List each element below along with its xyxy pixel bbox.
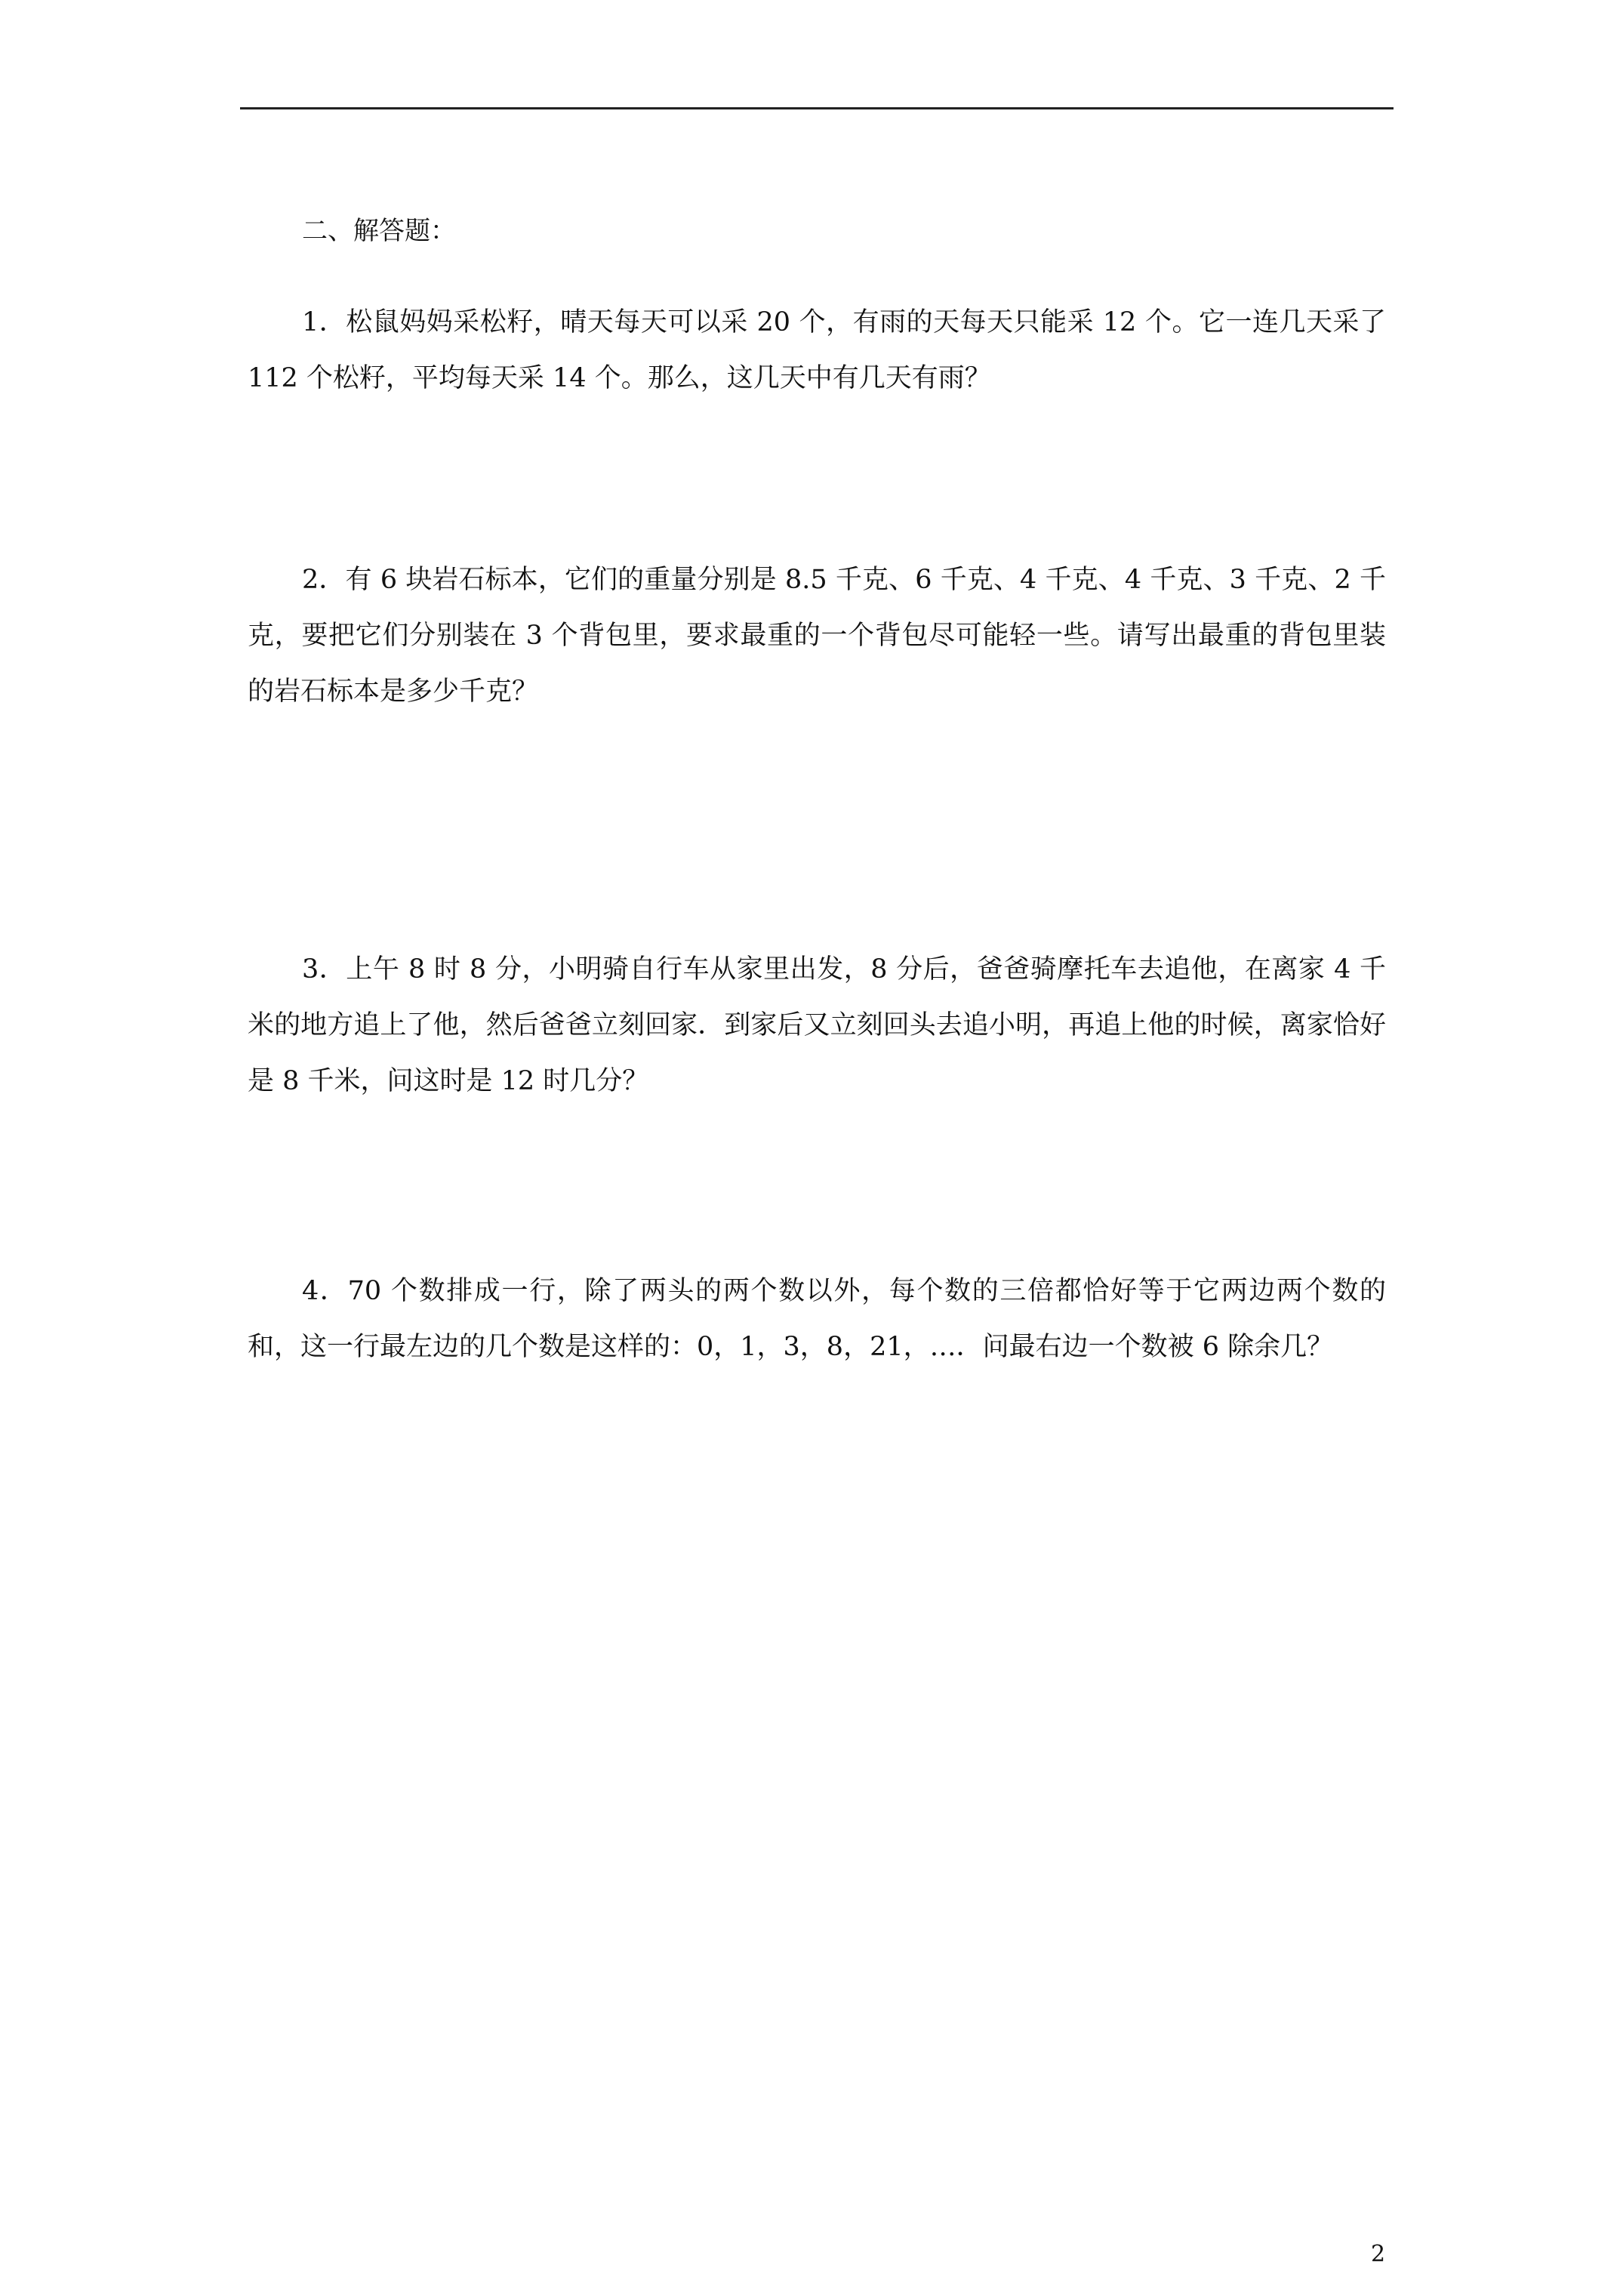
question-4: 4．70 个数排成一行，除了两头的两个数以外，每个数的三倍都恰好等于它两边两个数的和，这一行最左边的几个数是这样的：0，1，3，8，21，…．问最右边一个数被 6 除余几？ — [248, 1276, 1386, 1362]
page-number: 2 — [1371, 2241, 1386, 2267]
question-1: 1．松鼠妈妈采松籽，晴天每天可以采 20 个，有雨的天每天只能采 12 个。它一连几天采了 112 个松籽，平均每天采 14 个。那么，这几天中有几天有雨？ — [248, 307, 1386, 393]
question-2: 2．有 6 块岩石标本，它们的重量分别是 8.5 千克、6 千克、4 千克、4 千克、3 千克、2 千克，要把它们分别装在 3 个背包里，要求最重的一个背包尽可能轻一些。请写出最重的背包里装的岩石标本是多少千克？ — [248, 565, 1386, 707]
section-heading: 二、解答题： — [302, 216, 456, 246]
question-3: 3．上午 8 时 8 分，小明骑自行车从家里出发，8 分后，爸爸骑摩托车去追他，在离家 4 千米的地方追上了他，然后爸爸立刻回家．到家后又立刻回头去追小明，再追上他的时候，离家恰好是 8 千米，问这时是 12 时几分？ — [248, 954, 1386, 1096]
header-rule — [240, 107, 1394, 109]
